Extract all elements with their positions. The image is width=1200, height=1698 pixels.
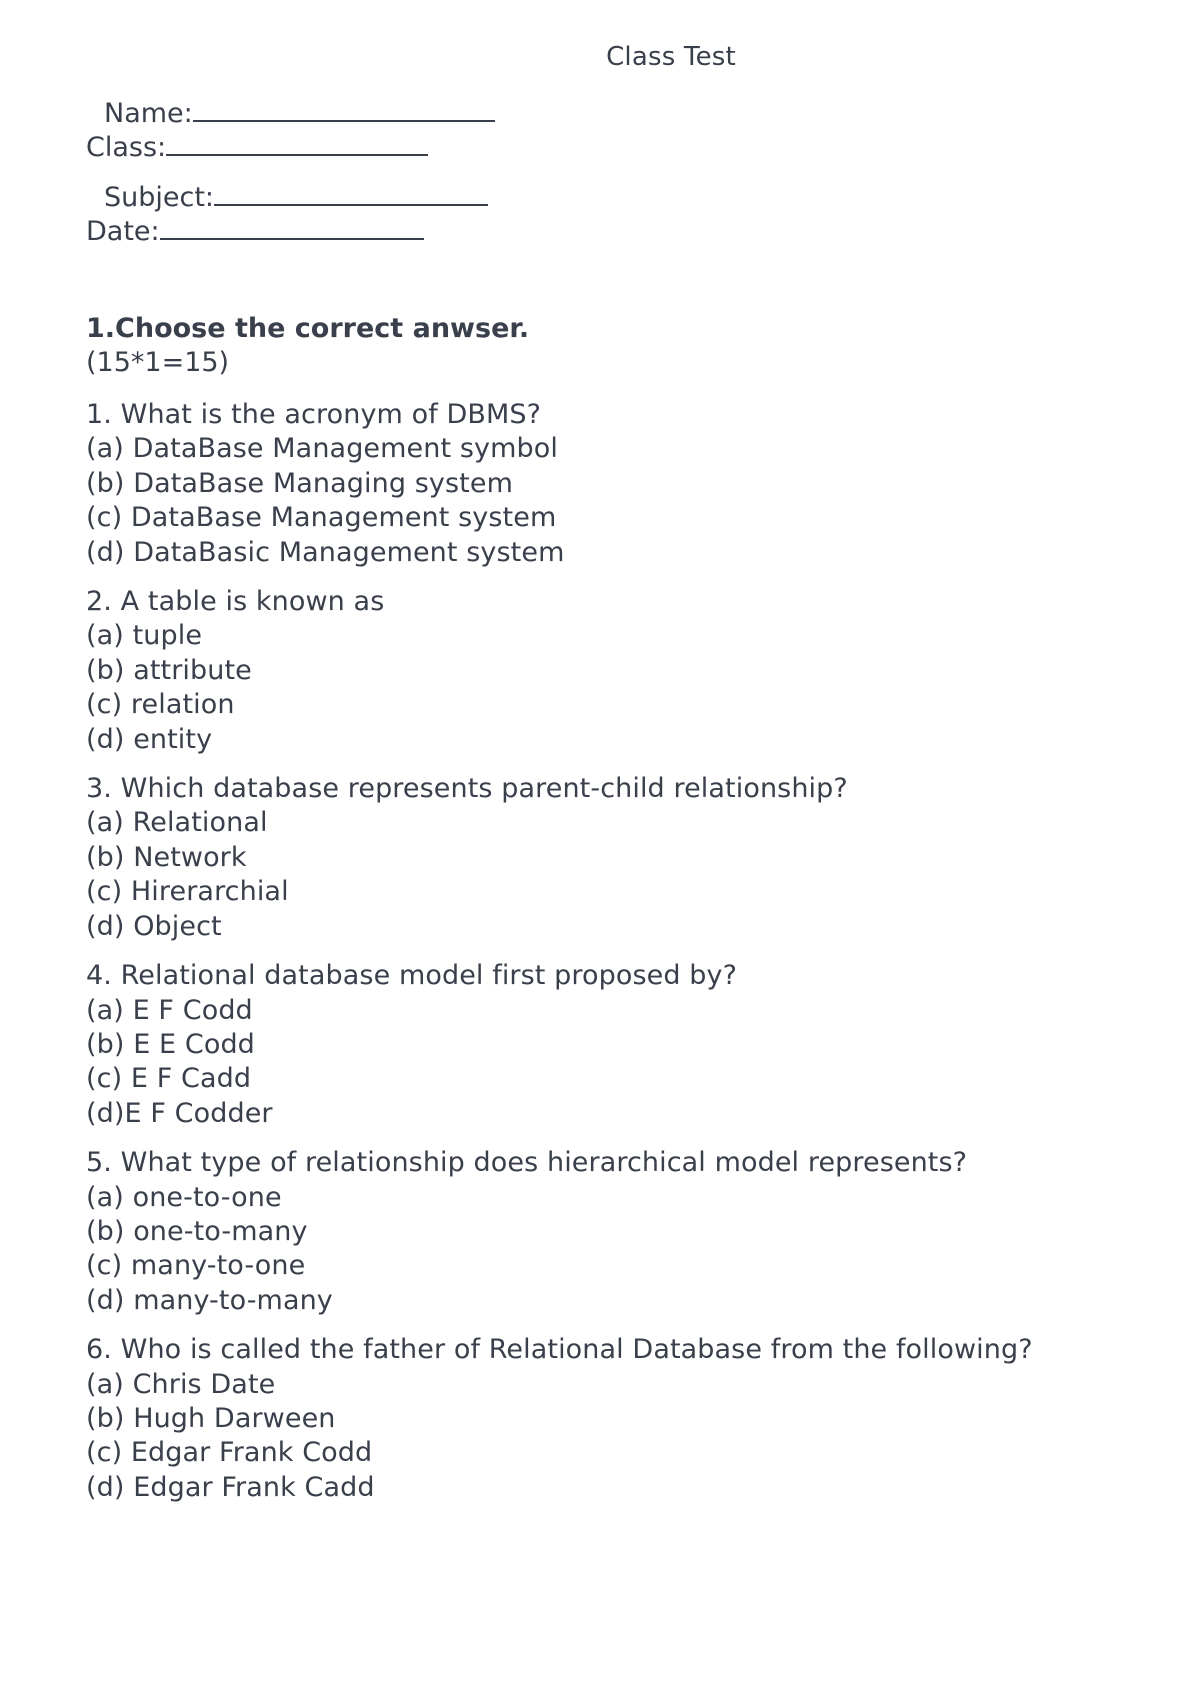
answer-option: (c) E F Cadd [86,1063,252,1095]
answer-option: (b) attribute [86,654,252,686]
answer-option: (d) entity [86,723,213,755]
subject-label: Subject: [104,182,215,213]
answer-option: (b) Hugh Darween [86,1402,336,1434]
date-blank-line [160,212,424,240]
question-list [86,398,1146,1520]
answer-option: (b) Network [86,841,247,873]
question-block [86,1146,1146,1318]
class-blank-line [166,128,428,156]
question-block [86,1333,1146,1505]
question-text: 5. What type of relationship does hierarchical model represents? [86,1147,968,1179]
question-text: 3. Which database represents parent-child relationship? [86,773,848,805]
question-block [86,959,1146,1131]
date-label: Date: [86,216,160,247]
section-heading: 1.Choose the correct anwser. [86,313,530,344]
answer-option: (b) DataBase Managing system [86,467,513,499]
name-field [104,94,495,129]
answer-option: (a) Relational [86,807,268,839]
answer-option: (d) DataBasic Management system [86,536,565,568]
question-block [86,585,1146,757]
section-marks: (15*1=15) [86,347,230,378]
question-text: 1. What is the acronym of DBMS? [86,399,542,430]
answer-option: (c) Hirerarchial [86,876,289,908]
answer-option: (a) E F Codd [86,994,253,1026]
question-text: 2. A table is known as [86,586,385,618]
document-title: Class Test [606,42,736,72]
answer-option: (a) tuple [86,620,203,652]
question-block [86,398,1146,570]
answer-option: (c) relation [86,689,235,721]
answer-option: (a) Chris Date [86,1368,276,1400]
answer-option: (d) Object [86,910,222,942]
answer-option: (c) Edgar Frank Codd [86,1437,373,1469]
answer-option: (b) E E Codd [86,1028,255,1060]
question-text: 4. Relational database model first proposed by? [86,960,738,992]
answer-option: (d)E F Codder [86,1097,273,1129]
class-label: Class: [86,132,167,163]
subject-field [104,178,488,213]
answer-option: (b) one-to-many [86,1215,308,1247]
answer-option: (d) Edgar Frank Cadd [86,1471,375,1503]
name-label: Name: [104,98,193,129]
class-field [86,128,428,163]
answer-option: (a) one-to-one [86,1181,282,1213]
answer-option: (a) DataBase Management symbol [86,433,558,465]
answer-option: (c) DataBase Management system [86,502,557,534]
answer-option: (c) many-to-one [86,1250,306,1282]
section-header [86,312,529,380]
question-block [86,772,1146,944]
date-field [86,212,424,247]
subject-blank-line [214,178,488,206]
question-text: 6. Who is called the father of Relational Database from the following? [86,1334,1033,1366]
name-blank-line [193,94,495,122]
answer-option: (d) many-to-many [86,1284,333,1316]
